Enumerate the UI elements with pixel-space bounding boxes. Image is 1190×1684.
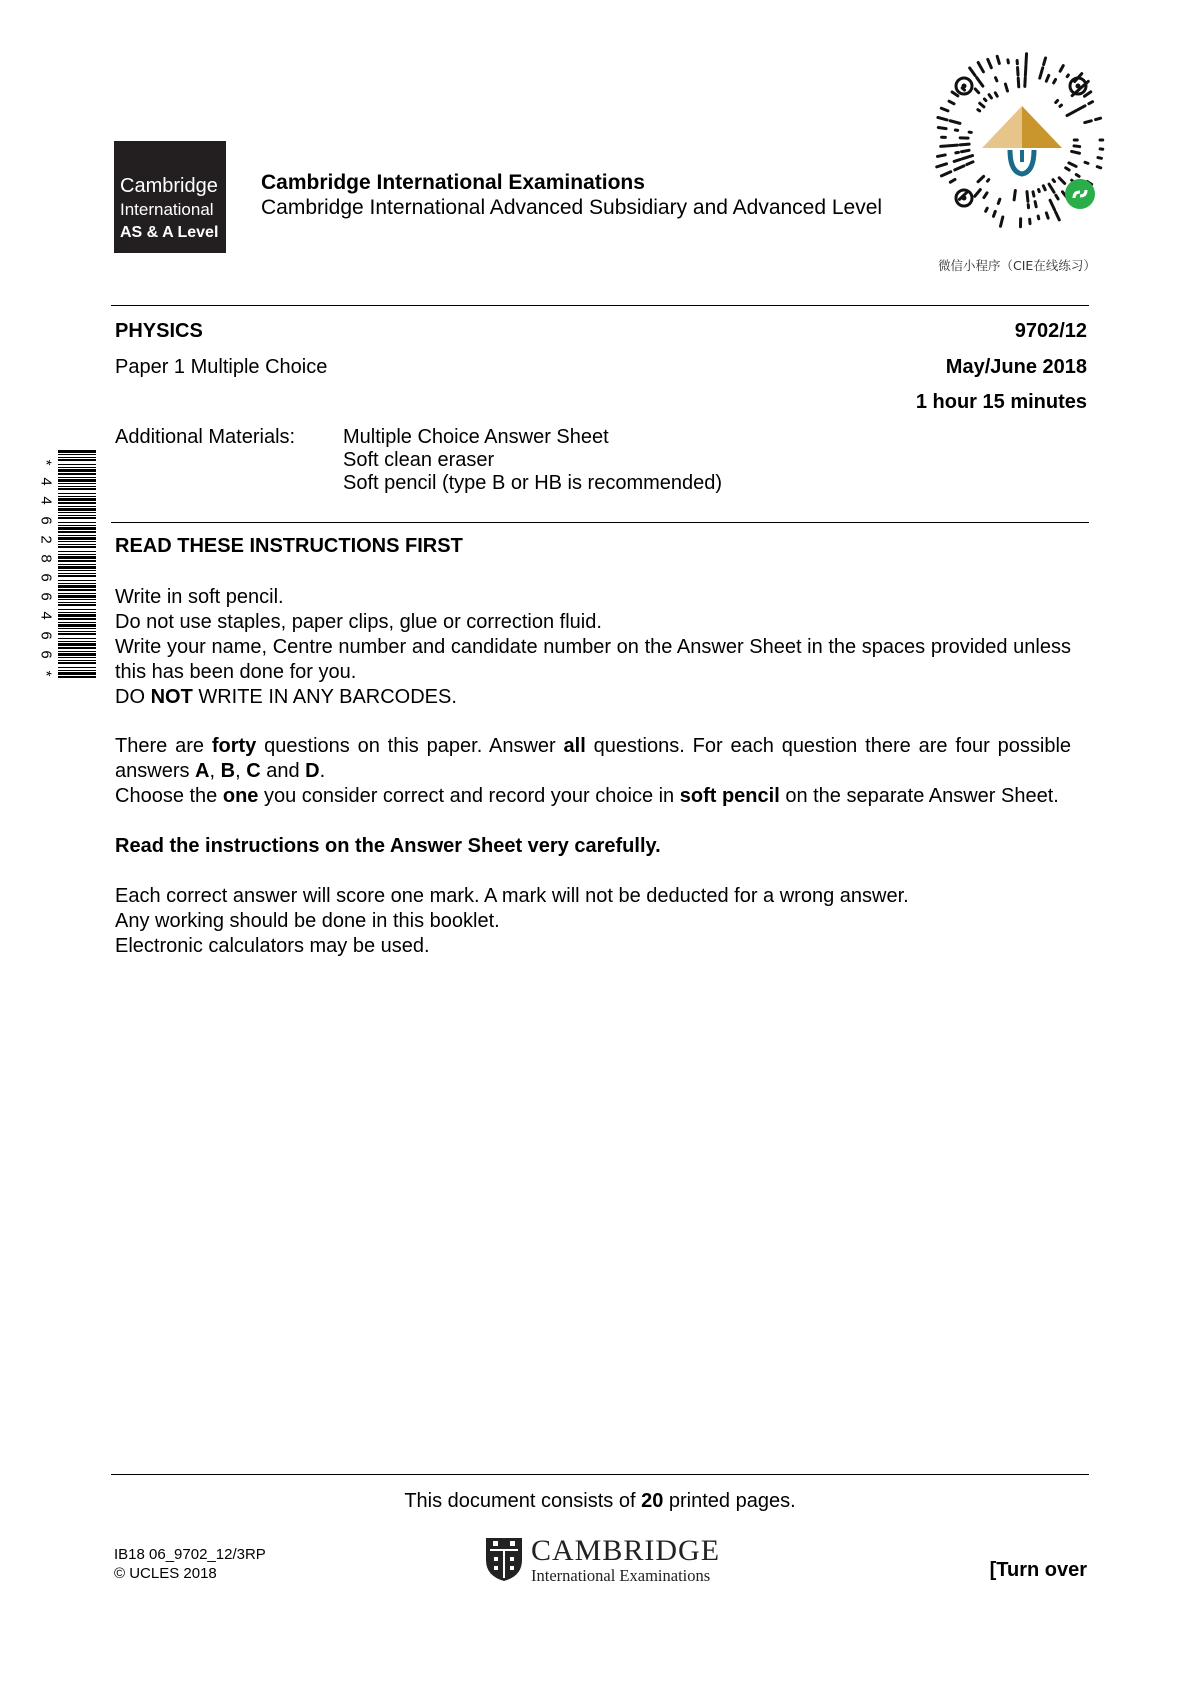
cambridge-wordmark-sub: International Examinations: [531, 1566, 711, 1585]
text-run-bold: one: [222, 785, 259, 807]
qr-ray: [1054, 79, 1056, 82]
qr-ray: [1067, 111, 1076, 116]
barcode-bar: [58, 670, 96, 671]
qr-ray: [1040, 68, 1043, 78]
instruction-line-choose: [115, 784, 1071, 809]
barcode-bar: [58, 593, 96, 594]
qr-caption: 微信小程序（CIE在线练习）: [938, 258, 1096, 273]
barcode-bar: [58, 467, 96, 468]
qr-ray: [1060, 105, 1062, 106]
qr-ray: [1050, 200, 1055, 210]
mini-program-qr-icon: [930, 48, 1114, 232]
materials-list: [343, 426, 722, 495]
qr-ray: [1038, 216, 1039, 219]
barcode-bar: [58, 477, 96, 478]
barcode-bar: [58, 459, 96, 461]
header-divider: [111, 305, 1089, 306]
qr-ray: [1078, 106, 1085, 110]
barcode-bar: [58, 667, 96, 668]
material-item: Soft clean eraser: [343, 449, 495, 471]
qr-ray: [1056, 195, 1058, 199]
instructions-paragraph-1: [115, 585, 1071, 710]
barcode-bar: [58, 488, 96, 490]
barcode-digit: *: [37, 670, 55, 677]
exam-board-title: Cambridge International Examinations: [261, 171, 645, 194]
barcode-bar: [58, 469, 96, 472]
barcode-bar: [58, 583, 96, 584]
qr-ray: [980, 103, 984, 107]
barcode-bar: [58, 570, 96, 571]
qr-ray: [975, 190, 981, 197]
text-run: WRITE IN ANY BARCODES.: [192, 686, 457, 708]
qr-ray: [938, 117, 947, 119]
barcode-bar: [58, 657, 96, 658]
barcode-digit: 2: [37, 535, 55, 544]
logo-line-international: International: [120, 200, 214, 219]
barcode-bar: [58, 660, 96, 661]
instruction-line: Write in soft pencil.: [115, 586, 284, 608]
barcode-bar: [58, 515, 96, 516]
qr-ray: [1059, 178, 1065, 184]
barcode-digit: 4: [37, 477, 55, 486]
barcode-bar: [58, 508, 96, 511]
barcode-bar: [58, 612, 96, 613]
barcode-bar: [58, 609, 96, 610]
qr-ray: [1074, 146, 1080, 147]
qr-ray: [941, 172, 950, 176]
barcode-bar: [58, 479, 96, 482]
barcode-bar: [58, 618, 96, 620]
text-run-bold: C: [246, 760, 261, 782]
turn-over-label: [Turn over: [989, 1559, 1087, 1581]
text-run-bold: all: [563, 735, 586, 757]
page-count-notice: [0, 1490, 1190, 1513]
text-run: ,: [235, 760, 247, 782]
barcode-digit: *: [37, 459, 55, 466]
qr-ray: [1089, 102, 1093, 104]
barcode-bar: [58, 628, 96, 629]
barcode-bar: [58, 662, 96, 664]
barcode-bar: [58, 544, 96, 545]
barcode-bar: [58, 512, 96, 513]
text-run: ,: [209, 760, 221, 782]
barcode-bar: [58, 493, 96, 494]
qr-ray: [1084, 92, 1090, 96]
qr-ray: [1044, 58, 1046, 65]
qr-ray: [1072, 151, 1080, 153]
barcode-bar: [58, 502, 96, 504]
barcode-bar: [58, 560, 96, 562]
qr-ray: [1043, 186, 1045, 190]
cambridge-footer-logo: [484, 1534, 729, 1584]
qr-ray: [937, 155, 945, 157]
qr-ray: [989, 95, 991, 98]
qr-ray: [1056, 212, 1060, 220]
qr-ray: [997, 56, 999, 63]
barcode-bar: [58, 599, 96, 600]
barcode-bar: [58, 556, 96, 559]
qr-ray: [938, 127, 946, 128]
qr-ray: [950, 121, 960, 124]
crest-icon: [484, 1536, 524, 1582]
instruction-line: Any working should be done in this booklet.: [115, 910, 500, 932]
qr-ray: [1014, 190, 1015, 199]
text-run: questions on this paper. Answer: [256, 735, 564, 757]
barcode-bar: [58, 498, 96, 501]
candidate-barcode: [58, 450, 96, 682]
barcode-bar: [58, 633, 96, 635]
qr-ray: [949, 101, 954, 104]
cambridge-wordmark: CAMBRIDGE: [531, 1534, 721, 1567]
qr-ray: [998, 199, 1000, 203]
barcode-bar: [58, 527, 96, 530]
qr-ray: [1039, 190, 1040, 192]
qr-ray: [1005, 84, 1007, 91]
text-run: Choose the: [115, 785, 223, 807]
text-run: .: [319, 760, 326, 782]
barcode-bar: [58, 647, 96, 649]
barcode-digit: 6: [37, 650, 55, 659]
text-run: on the separate Answer Sheet.: [779, 785, 1059, 807]
material-item: Multiple Choice Answer Sheet: [343, 426, 609, 448]
barcode-bar: [58, 672, 96, 675]
cambridge-as-a-level-logo: [114, 141, 226, 253]
barcode-bar: [58, 483, 96, 484]
barcode-bar: [58, 541, 96, 542]
qr-ray: [1085, 162, 1088, 163]
paper-code: 9702/12: [1014, 320, 1087, 342]
footer-divider: [111, 1474, 1089, 1475]
instruction-line: Write your name, Centre number and candidate number on the Answer Sheet in the spaces provided unless this has been done for you.: [115, 636, 1071, 683]
materials-label: Additional Materials:: [115, 426, 296, 448]
logo-line-level: AS & A Level: [120, 224, 219, 241]
barcode-bar: [58, 496, 96, 497]
materials-divider: [111, 522, 1089, 523]
barcode-bar: [58, 622, 96, 623]
barcode-bar: [58, 624, 96, 627]
barcode-digit: 4: [37, 611, 55, 621]
barcode-bar: [58, 517, 96, 519]
qr-ray: [954, 159, 960, 161]
qr-ray: [1098, 158, 1101, 159]
barcode-bar: [58, 641, 96, 642]
qr-ray: [960, 144, 969, 145]
instructions-heading: READ THESE INSTRUCTIONS FIRST: [115, 535, 463, 557]
qr-ray: [1033, 192, 1034, 196]
qr-ray: [978, 63, 983, 72]
qr-ray: [1096, 118, 1101, 119]
exam-session: May/June 2018: [945, 356, 1087, 378]
text-run: questions. For each question there are four possible answers: [115, 735, 1072, 782]
barcode-bar: [58, 653, 96, 656]
barcode-bar: [58, 575, 96, 577]
barcode-bar: [58, 473, 96, 475]
barcode-bar: [58, 573, 96, 574]
text-run-bold: soft pencil: [679, 785, 780, 807]
barcode-digit: 6: [37, 630, 55, 640]
barcode-bar: [58, 585, 96, 588]
page-count: 20: [641, 1490, 664, 1512]
qr-ray: [937, 164, 947, 167]
barcode-bar: [58, 643, 96, 646]
qr-ray: [1067, 75, 1068, 77]
qr-ray: [1060, 66, 1063, 72]
text-run: you consider correct and record your choice in: [258, 785, 680, 807]
barcode-bar: [58, 602, 96, 603]
text-run: DO: [115, 686, 151, 708]
qr-ray: [1076, 175, 1079, 177]
qr-ray: [1000, 217, 1002, 226]
qr-ray: [950, 179, 955, 182]
barcode-bar: [58, 454, 96, 455]
barcode-bar: [58, 535, 96, 536]
qr-ray: [961, 150, 969, 151]
qr-ray: [988, 59, 992, 67]
qr-ray: [978, 176, 984, 181]
qr-ray: [984, 99, 986, 101]
qr-ray: [970, 68, 975, 75]
qr-ray: [995, 93, 997, 96]
qr-ray: [978, 110, 980, 111]
qr-ray: [1035, 202, 1036, 207]
paper-name: Paper 1 Multiple Choice: [115, 356, 328, 378]
barcode-bar: [58, 506, 96, 507]
qr-ray: [1018, 78, 1019, 87]
qr-ray: [967, 162, 973, 165]
qr-ray: [986, 208, 988, 211]
instruction-line-questions: [115, 734, 1071, 784]
barcode-bar: [58, 589, 96, 591]
qr-ray: [1046, 213, 1048, 218]
qr-ray: [975, 89, 978, 93]
text-run: This document consists of: [404, 1490, 642, 1512]
barcode-bar: [58, 604, 96, 606]
qr-ray: [1008, 60, 1009, 63]
answer-sheet-warning: Read the instructions on the Answer Sheet very carefully.: [115, 835, 661, 857]
barcode-number: [38, 455, 54, 681]
barcode-bar: [58, 676, 96, 678]
barcode-bar: [58, 638, 96, 639]
instruction-line-barcodes: [115, 685, 1071, 710]
qr-ray: [1056, 100, 1058, 102]
qr-ray: [952, 92, 958, 96]
barcode-bar: [58, 631, 96, 632]
barcode-bar: [58, 450, 96, 453]
qr-ray: [1066, 168, 1069, 170]
qr-ray: [993, 211, 995, 216]
barcode-bar: [58, 564, 96, 565]
reference-code: IB18 06_9702_12/3RP: [114, 1546, 266, 1563]
barcode-bar: [58, 546, 96, 548]
text-run: printed pages.: [663, 1490, 796, 1512]
barcode-bar: [58, 457, 96, 458]
qr-ray: [1026, 54, 1027, 64]
exam-board-subtitle: Cambridge International Advanced Subsidiary and Advanced Level: [261, 196, 883, 219]
instruction-line: Do not use staples, paper clips, glue or correction fluid.: [115, 611, 602, 633]
barcode-digit: 8: [37, 554, 55, 563]
qr-ray: [1097, 167, 1100, 168]
qr-ray: [955, 166, 964, 170]
barcode-digit: 6: [37, 573, 55, 582]
qr-ray: [1049, 184, 1054, 192]
qr-ray: [1046, 75, 1048, 81]
text-run-bold: D: [305, 760, 320, 782]
barcode-bar: [58, 566, 96, 569]
barcode-bar: [58, 595, 96, 598]
barcode-bar: [58, 551, 96, 552]
barcode-bar: [58, 525, 96, 526]
qr-ray: [1027, 192, 1028, 202]
barcode-bar: [58, 651, 96, 652]
qr-ray: [984, 193, 987, 198]
qr-ray: [1053, 180, 1054, 182]
barcode-bar: [58, 522, 96, 523]
subject-name: PHYSICS: [115, 320, 203, 342]
text-run-bold: forty: [211, 735, 257, 757]
instructions-paragraph-4: [115, 884, 1071, 959]
qr-ray: [1069, 163, 1076, 167]
barcode-digit: 6: [37, 515, 55, 525]
qr-ray: [996, 78, 997, 81]
barcode-bar: [58, 614, 96, 617]
instructions-paragraph-2: [115, 734, 1071, 809]
barcode-digit: 4: [37, 496, 55, 506]
text-run-bold: NOT: [150, 686, 193, 708]
exam-duration: 1 hour 15 minutes: [915, 391, 1087, 413]
instruction-line: Each correct answer will score one mark. A mark will not be deducted for a wrong answer.: [115, 885, 909, 907]
text-run-bold: B: [220, 760, 236, 782]
qr-ray: [987, 180, 988, 182]
logo-line-cambridge: Cambridge: [120, 175, 218, 197]
barcode-bar: [58, 531, 96, 533]
instruction-line: Electronic calculators may be used.: [115, 935, 430, 957]
text-run-bold: A: [195, 760, 210, 782]
text-run: There are: [115, 735, 212, 757]
barcode-bar: [58, 537, 96, 540]
document-reference: [114, 1545, 266, 1583]
barcode-bar: [58, 554, 96, 555]
material-item: Soft pencil (type B or HB is recommended): [343, 472, 723, 494]
barcode-digit: 6: [37, 592, 55, 601]
qr-ray: [1085, 121, 1092, 123]
qr-ray: [962, 156, 972, 159]
barcode-bar: [58, 464, 96, 465]
text-run: and: [260, 760, 306, 782]
qr-ray: [1025, 66, 1026, 76]
copyright-notice: © UCLES 2018: [114, 1565, 217, 1582]
qr-ray: [977, 78, 983, 87]
barcode-bar: [58, 580, 96, 581]
barcode-bar: [58, 486, 96, 487]
qr-ray: [948, 145, 958, 146]
qr-ray: [956, 152, 959, 153]
qr-ray: [941, 108, 948, 111]
